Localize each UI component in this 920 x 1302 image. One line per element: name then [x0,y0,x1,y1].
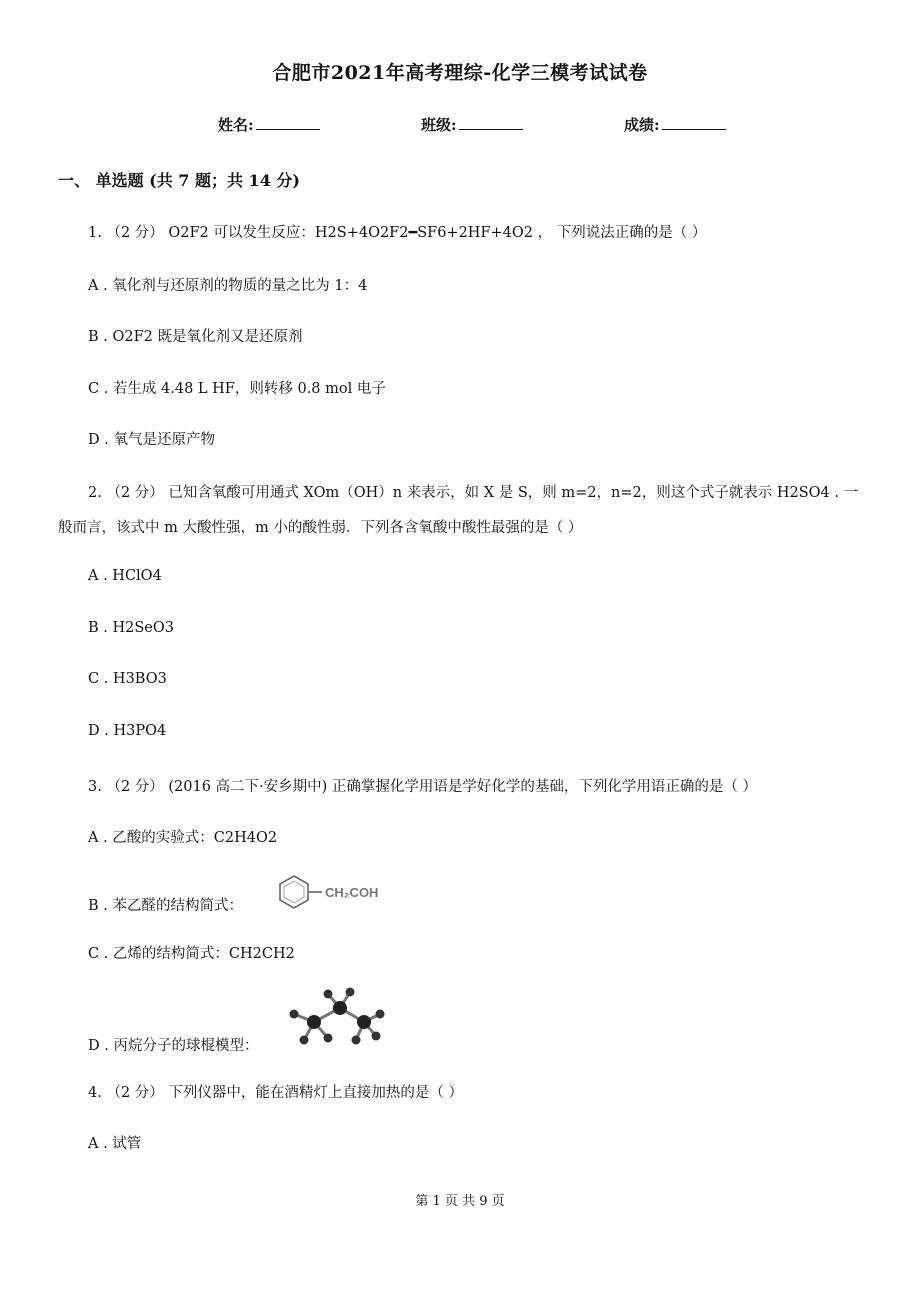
name-label: 姓名: [218,116,254,134]
score-field[interactable] [624,114,726,135]
question-1-option-d[interactable]: D . 氧气是还原产物 [88,432,215,448]
class-label: 班级: [421,116,457,134]
question-1-option-b[interactable]: B . O2F2 既是氧化剂又是还原剂 [88,329,303,345]
question-2-option-b[interactable]: B . H2SeO3 [88,620,174,636]
score-label: 成绩: [624,116,660,134]
question-2-stem-cont: 般而言，该式中 m 大酸性强，m 小的酸性弱．下列各含氧酸中酸性最强的是（ ） [58,520,583,536]
question-3-option-d[interactable]: D . 丙烷分子的球棍模型： [88,1038,259,1054]
question-1-option-a[interactable]: A . 氧化剂与还原剂的物质的量之比为 1：4 [88,278,368,294]
question-3-option-b[interactable]: B . 苯乙醛的结构简式： [88,898,243,914]
score-blank[interactable] [662,115,726,130]
question-2-option-c[interactable]: C . H3BO3 [88,671,167,687]
question-2-stem: 2. （2 分） 已知含氧酸可用通式 XOm（OH）n 来表示，如 X 是 S，则 m=2，n=2，则这个式子就表示 H2SO4 . 一 [88,485,859,501]
name-blank[interactable] [256,115,320,130]
section-heading: 一、 单选题 (共 7 题；共 14 分) [58,171,300,190]
page-title: 合肥市2021年高考理综-化学三模考试试卷 [272,62,648,84]
class-field[interactable] [421,114,523,135]
question-4-stem: 4. （2 分） 下列仪器中，能在酒精灯上直接加热的是（ ） [88,1085,463,1101]
class-blank[interactable] [459,115,523,130]
question-2-option-a[interactable]: A . HClO4 [88,568,162,584]
question-3-option-a[interactable]: A . 乙酸的实验式：C2H4O2 [88,830,278,846]
name-field[interactable] [218,114,320,135]
question-1-option-c[interactable]: C . 若生成 4.48 L HF，则转移 0.8 mol 电子 [88,381,386,397]
question-3-stem: 3. （2 分） (2016 高二下·安乡期中) 正确掌握化学用语是学好化学的基础，下列化学用语正确的是（ ） [88,779,758,795]
benzene-structure-image [272,870,392,914]
page-footer: 第 1 页 共 9 页 [415,1194,505,1209]
structure-label: CH₂COH [325,885,379,900]
question-4-option-a[interactable]: A . 试管 [88,1136,142,1152]
question-2-option-d[interactable]: D . H3PO4 [88,723,167,739]
question-1-stem: 1. （2 分） O2F2 可以发生反应：H2S+4O2F2━SF6+2HF+4O2 ， 下列说法正确的是（ ） [88,225,707,241]
question-3-option-c[interactable]: C . 乙烯的结构简式：CH2CH2 [88,946,295,962]
propane-ball-stick-model [284,982,388,1050]
